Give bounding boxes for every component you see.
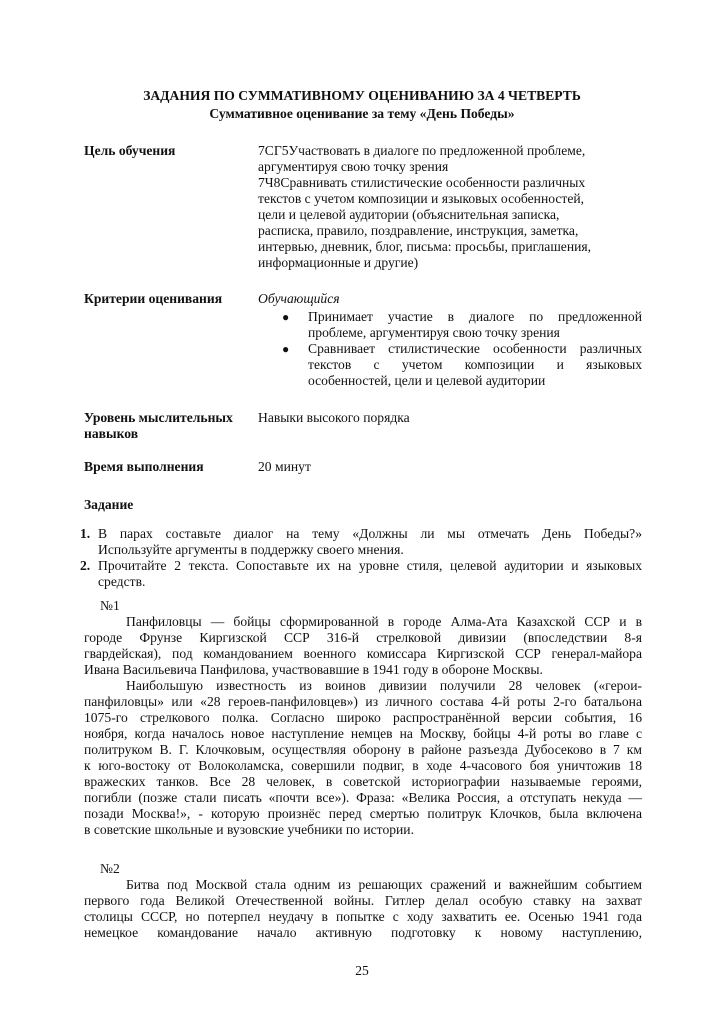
criteria-list (278, 309, 642, 389)
text-1 (84, 598, 642, 838)
text-line: Панфиловцы — бойцы сформированной в городе Алма-Ата Казахской ССР и в (126, 614, 642, 629)
task-line: Используйте аргументы в поддержку своего мнения. (98, 542, 404, 557)
level-label (84, 410, 254, 442)
text-2 (84, 861, 642, 941)
text-2-number: №2 (100, 861, 120, 876)
text-line: 1075-го стрелкового полка. Согласно широко распространённой версии события, 16 (84, 710, 642, 725)
level-value: Навыки высокого порядка (258, 410, 410, 425)
text-line: панфиловцы» или «28 героев-панфиловцев») из личного состава 4-й роты 2-го батальона (84, 694, 642, 709)
level-label-line: Уровень мыслительных (84, 410, 233, 425)
goal-label: Цель обучения (84, 143, 176, 158)
task-line: Прочитайте 2 текста. Сопоставьте их на уровне стиля, целевой аудитории и языковых (98, 558, 642, 573)
task-line: В парах составьте диалог на тему «Должны ли мы отмечать День Победы?» (98, 526, 642, 541)
document-title: ЗАДАНИЯ ПО СУММАТИВНОМУ ОЦЕНИВАНИЮ ЗА 4 ЧЕТВЕРТЬ (143, 88, 581, 103)
task-item (66, 526, 642, 558)
text-line: гвардейская), под командованием военного комиссара Киргизской ССР генерал-майора (84, 646, 642, 661)
goal-line: аргументируя свою точку зрения (258, 159, 449, 174)
goal-line: 7Ч8Сравнивать стилистические особенности различных (258, 175, 586, 190)
goal-line: 7СГ5Участвовать в диалоге по предложенной проблеме, (258, 143, 586, 158)
document-subtitle: Суммативное оценивание за тему «День Победы» (209, 106, 515, 121)
text-line: Ивана Васильевича Панфилова, участвовавшие в 1941 году в обороне Москвы. (84, 662, 543, 677)
task-line: средств. (98, 574, 146, 589)
text-line: вражеских танков. Все 28 человек, в советской историографии называемые героями, (84, 774, 642, 789)
text-line: Битва под Москвой стала одним из решающих сражений и важнейшим событием (126, 877, 642, 892)
text-line: в советские школьные и вузовские учебники по истории. (84, 822, 414, 837)
criteria-item-line: Сравнивает стилистические особенности различных (308, 341, 642, 356)
text-line: ноября, когда началось новое наступление немцев на Москву, бойцы 4-й роты во главе с (84, 726, 642, 741)
time-label: Время выполнения (84, 459, 204, 474)
text-line: погибли (позже стали писать «почти все»). Фраза: «Велика Россия, а отступать некуда — (84, 790, 642, 805)
criteria-item-line: текстов с учетом композиции и языковых (308, 357, 642, 372)
time-value: 20 минут (258, 459, 311, 474)
criteria-item (278, 341, 642, 389)
bullet-icon: ● (282, 310, 290, 324)
text-line: позади Москва!», - которую произнёс перед смертью политрук Клочков, была включена (84, 806, 642, 821)
criteria-item (278, 309, 642, 341)
text-line: к юго-востоку от Волоколамска, совершили подвиг, в ходе 4-часового боя уничтожив 18 (84, 758, 642, 773)
text-line: Наибольшую известность из воинов дивизии получили 28 человек («герои- (126, 678, 642, 693)
goal-line: информационные и другие) (258, 255, 419, 270)
text-line: политруком В. Г. Клочковым, осуществляя оборону в районе разъезда Дубосеково в 7 км (84, 742, 642, 757)
goal-line: интервью, дневник, блог, письма: просьбы, приглашения, (258, 239, 592, 254)
goal-line: текстов с учетом композиции и языковых особенностей, (258, 191, 585, 206)
criteria-label: Критерии оценивания (84, 291, 223, 306)
criteria-head: Обучающийся (258, 291, 340, 306)
goal-line: цели и целевой аудитории (объяснительная записка, (258, 207, 560, 222)
text-line: первого года Великой Отечественной войны. Гитлер делал особую ставку на захват (84, 893, 642, 908)
level-label-line: навыков (84, 426, 139, 441)
text-line: немецкое командование начало активную подготовку к новому наступлению, (84, 925, 642, 940)
task-number: 1. (80, 526, 91, 541)
task-list (66, 526, 642, 590)
page-number: 25 (355, 963, 369, 978)
task-item (66, 558, 642, 590)
goal-line: расписка, правило, поздравление, инструкция, заметка, (258, 223, 579, 238)
task-number: 2. (80, 558, 91, 573)
task-title: Задание (84, 497, 134, 512)
criteria-item-line: Принимает участие в диалоге по предложенной (308, 309, 642, 324)
criteria-item-line: проблеме, аргументируя свою точку зрения (308, 325, 560, 340)
text-line: городе Фрунзе Киргизской ССР 316-й стрелковой дивизии (впоследствии 8-я (84, 630, 642, 645)
criteria-item-line: особенностей, цели и целевой аудитории (308, 373, 546, 388)
text-1-number: №1 (100, 598, 120, 613)
goal-value (258, 143, 642, 271)
text-line: столицы СССР, но потерпел неудачу в попытке с ходу захватить ее. Осенью 1941 года (84, 909, 642, 924)
bullet-icon: ● (282, 342, 290, 356)
